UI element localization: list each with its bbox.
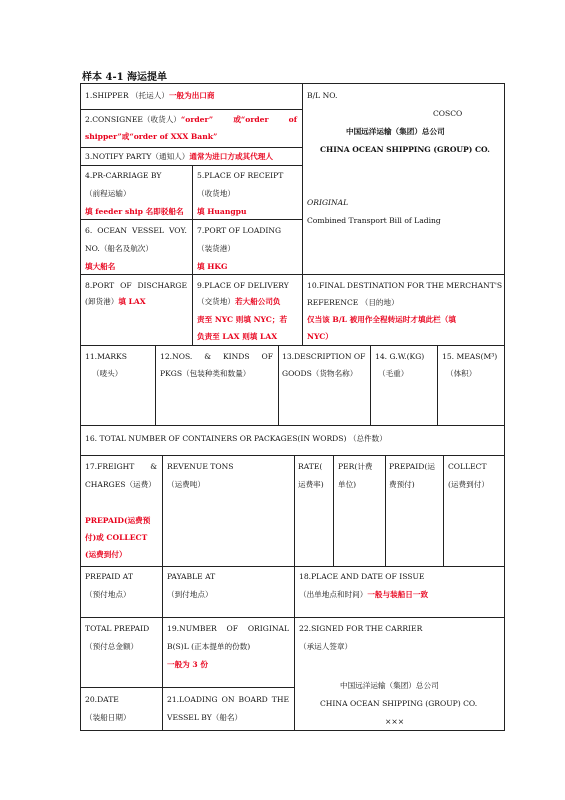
number-of-originals-label: 19.NUMBER OF ORIGINAL — [167, 624, 289, 633]
port-of-loading-label-cn: （装货港） — [197, 244, 235, 253]
packages-label: 12.NOS. & KINDS OF — [160, 352, 273, 361]
freight-note: PREPAID(运费预 — [85, 516, 151, 525]
consignee-note: of — [288, 115, 297, 124]
final-destination-label-cn: REFERENCE （目的地） — [307, 298, 399, 307]
per-label-cn: 单位) — [338, 480, 357, 489]
gross-weight-label-cn: （毛重） — [378, 369, 409, 378]
total-containers-label: 16. TOTAL NUMBER OF CONTAINERS OR PACKAGES(IN WORDS) （总件数） — [85, 434, 387, 443]
place-date-issue-note: 一般与装船日一致 — [367, 590, 429, 599]
original-mark: ORIGINAL — [307, 198, 349, 207]
place-date-issue-label-cn: （出单地点和时间） — [299, 590, 368, 599]
grid-line — [278, 345, 279, 425]
grid-line — [192, 165, 193, 345]
freight-label-cn: CHARGES（运费） — [85, 480, 156, 489]
per-label: PER(计费 — [338, 462, 373, 471]
prepaid-at-label-cn: （预付地点） — [85, 590, 131, 599]
freight-label: 17.FREIGHT & — [85, 462, 157, 471]
grid-line — [80, 566, 505, 567]
place-of-delivery-label: 9.PLACE OF DELIVERY — [197, 281, 289, 290]
consignee-note: shipper”或“order of XXX Bank” — [85, 132, 218, 141]
marks-label: 11.MARKS — [85, 352, 127, 361]
total-prepaid-label-cn: （预付总金额） — [85, 642, 139, 651]
grid-line — [333, 455, 334, 566]
total-prepaid-label: TOTAL PREPAID — [85, 624, 150, 633]
grid-line — [80, 687, 294, 688]
prepaid-label-cn: 费预付) — [389, 480, 415, 489]
packages-label-cn: PKGS（包装种类和数量） — [160, 369, 251, 378]
grid-line — [80, 425, 505, 426]
port-of-loading-label: 7.PORT OF LOADING — [197, 226, 282, 235]
final-destination-note: 仅当该 B/L 被用作全程转运时才填此栏（填 — [307, 315, 456, 324]
grid-line — [80, 219, 302, 220]
consignee-label: 2.CONSIGNEE（收货人） — [85, 115, 181, 124]
prepaid-label: PREPAID(运 — [389, 462, 435, 471]
shipper-field — [85, 91, 215, 101]
place-date-issue-field — [299, 590, 428, 600]
carrier-name-en: CHINA OCEAN SHIPPING (GROUP) CO. — [320, 145, 490, 154]
grid-line — [294, 455, 295, 731]
signed-for-carrier-label-cn: （承运人签章） — [299, 642, 353, 651]
grid-line — [302, 83, 303, 274]
number-of-originals-note: 一般为 3 份 — [167, 660, 208, 669]
revenue-tons-label: REVENUE TONS — [167, 462, 234, 471]
pre-carriage-label-cn: （前程运输） — [85, 189, 131, 198]
grid-line — [385, 455, 386, 566]
ocean-vessel-note: 填大船名 — [85, 262, 116, 271]
collect-label-cn: (运费到付） — [448, 480, 489, 489]
number-of-originals-label-cn: B(S)L (正本提单的份数) — [167, 642, 251, 651]
freight-note: 付)或 COLLECT — [85, 533, 148, 542]
grid-line — [155, 345, 156, 425]
final-destination-note: NYC） — [307, 332, 333, 341]
place-of-receipt-note: 填 Huangpu — [197, 207, 247, 216]
port-of-discharge-label: 8.PORT OF DISCHARGE — [85, 281, 187, 290]
consignee-note: “order” — [180, 115, 214, 124]
loading-on-board-label: 21.LOADING ON BOARD THE — [167, 695, 289, 704]
place-of-receipt-label: 5.PLACE OF RECEIPT — [197, 171, 284, 180]
payable-at-label-cn: （到付地点） — [167, 590, 213, 599]
grid-line — [302, 274, 303, 345]
grid-line — [80, 274, 505, 275]
port-of-discharge-label-cn: (卸货港） — [85, 297, 119, 306]
notify-party-label: 3.NOTIFY PARTY（通知人） — [85, 152, 190, 161]
place-date-issue-label: 18.PLACE AND DATE OF ISSUE — [299, 572, 425, 581]
prepaid-at-label: PREPAID AT — [85, 572, 133, 581]
grid-line — [80, 345, 505, 346]
grid-line — [80, 147, 302, 148]
pre-carriage-label: 4.PR-CARRIAGE BY — [85, 171, 162, 180]
date-label: 20.DATE — [85, 695, 119, 704]
port-of-discharge-field — [85, 297, 146, 307]
grid-line — [80, 109, 302, 110]
grid-line — [80, 455, 505, 456]
ocean-vessel-label-cn: NO.（船名及航次） — [85, 244, 153, 253]
grid-line — [437, 345, 438, 425]
place-of-delivery-note: 责至 NYC 则填 NYC；若 — [197, 315, 288, 324]
consignee-note: 或“order — [233, 115, 269, 124]
bl-number-label: B/L NO. — [307, 91, 338, 100]
rate-label-cn: 运费率) — [298, 480, 324, 489]
measurement-label-cn: （体积） — [446, 369, 477, 378]
payable-at-label: PAYABLE AT — [167, 572, 216, 581]
signature: ××× — [385, 717, 405, 726]
grid-line — [80, 165, 302, 166]
marks-label-cn: （唛头） — [92, 369, 123, 378]
signed-for-carrier-label: 22.SIGNED FOR THE CARRIER — [299, 624, 423, 633]
grid-line — [80, 617, 505, 618]
measurement-label: 15. MEAS(M³) — [442, 352, 498, 361]
collect-label: COLLECT — [448, 462, 487, 471]
pre-carriage-note: 填 feeder ship 名即驳船名 — [85, 207, 184, 216]
grid-line — [370, 345, 371, 425]
gross-weight-label: 14. G.W.(KG) — [375, 352, 425, 361]
signer-company-en: CHINA OCEAN SHIPPING (GROUP) CO. — [320, 699, 478, 708]
carrier-name-cn: 中国远洋运输（集团）总公司 — [346, 127, 445, 136]
date-label-cn: （装船日期） — [85, 713, 131, 722]
freight-note: (运费到付） — [85, 550, 127, 559]
ocean-vessel-label: 6. OCEAN VESSEL VOY. — [85, 226, 187, 235]
shipper-label: 1.SHIPPER （托运人） — [85, 91, 169, 100]
place-of-delivery-note: 负责至 LAX 则填 LAX — [197, 332, 278, 341]
page-title: 样本 4-1 海运提单 — [82, 72, 168, 83]
final-destination-label: 10.FINAL DESTINATION FOR THE MERCHANT'S — [307, 281, 503, 290]
notify-party-field — [85, 152, 273, 162]
signer-company-cn: 中国远洋运输（集团）总公司 — [340, 681, 439, 690]
description-label-cn: GOODS（货物名称） — [282, 369, 358, 378]
shipper-note: 一般为出口商 — [168, 91, 215, 100]
loading-on-board-label-cn: VESSEL BY（船名） — [167, 713, 243, 722]
grid-line — [443, 455, 444, 566]
place-of-delivery-field — [197, 297, 281, 307]
grid-line — [162, 455, 163, 731]
place-of-delivery-note: 若大船公司负 — [234, 297, 281, 306]
notify-party-note: 通常为进口方或其代理人 — [189, 152, 273, 161]
carrier-code: COSCO — [433, 109, 463, 118]
place-of-delivery-label-cn: （交货地） — [197, 297, 235, 306]
port-of-discharge-note: 填 LAX — [118, 297, 146, 306]
document-type: Combined Transport Bill of Lading — [307, 216, 441, 225]
revenue-tons-label-cn: （运费吨） — [167, 480, 205, 489]
port-of-loading-note: 填 HKG — [197, 262, 228, 271]
rate-label: RATE( — [298, 462, 323, 471]
place-of-receipt-label-cn: （收货地） — [197, 189, 235, 198]
consignee-line-1 — [85, 115, 297, 125]
description-label: 13.DESCRIPTION OF — [282, 352, 366, 361]
